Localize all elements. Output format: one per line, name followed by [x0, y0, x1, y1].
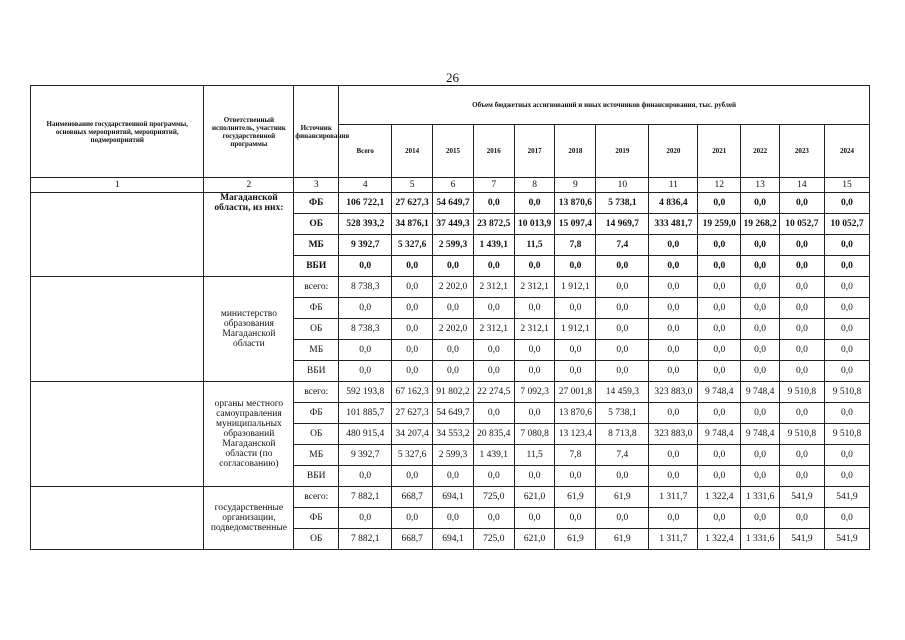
value-cell: 0,0	[649, 340, 698, 361]
value-cell: 0,0	[392, 340, 433, 361]
value-cell: 0,0	[741, 277, 780, 298]
value-cell: 1 311,7	[649, 529, 698, 550]
value-cell: 7 882,1	[339, 487, 392, 508]
funding-source-cell: ФБ	[294, 298, 339, 319]
value-cell: 9 748,4	[741, 382, 780, 403]
value-cell: 2 312,1	[473, 277, 514, 298]
column-number: 3	[294, 178, 339, 193]
funding-source-cell: всего:	[294, 487, 339, 508]
value-cell: 7 882,1	[339, 529, 392, 550]
value-cell: 7,4	[596, 445, 649, 466]
value-cell: 0,0	[698, 277, 741, 298]
table-row	[31, 193, 870, 214]
value-cell: 0,0	[779, 403, 824, 424]
value-cell: 0,0	[698, 361, 741, 382]
value-cell: 0,0	[698, 466, 741, 487]
column-number: 14	[779, 178, 824, 193]
header-year: 2020	[649, 125, 698, 178]
column-number: 6	[433, 178, 474, 193]
value-cell: 0,0	[741, 361, 780, 382]
header-year: 2023	[779, 125, 824, 178]
value-cell: 0,0	[555, 298, 596, 319]
value-cell: 0,0	[779, 445, 824, 466]
value-cell: 7,8	[555, 445, 596, 466]
funding-source-cell: ФБ	[294, 403, 339, 424]
value-cell: 14 969,7	[596, 214, 649, 235]
value-cell: 0,0	[514, 193, 555, 214]
column-number: 12	[698, 178, 741, 193]
header-year: 2016	[473, 125, 514, 178]
value-cell: 19 268,2	[741, 214, 780, 235]
value-cell: 0,0	[824, 193, 869, 214]
value-cell: 0,0	[779, 340, 824, 361]
value-cell: 0,0	[596, 340, 649, 361]
value-cell: 0,0	[779, 466, 824, 487]
value-cell: 0,0	[779, 277, 824, 298]
value-cell: 5 738,1	[596, 193, 649, 214]
value-cell: 11,5	[514, 445, 555, 466]
value-cell: 0,0	[339, 340, 392, 361]
value-cell: 0,0	[779, 361, 824, 382]
value-cell: 1 311,7	[649, 487, 698, 508]
value-cell: 2 312,1	[514, 319, 555, 340]
funding-source-cell: МБ	[294, 235, 339, 256]
value-cell: 592 193,8	[339, 382, 392, 403]
value-cell: 1 912,1	[555, 277, 596, 298]
value-cell: 0,0	[741, 256, 780, 277]
table-row	[31, 382, 870, 403]
value-cell: 0,0	[698, 256, 741, 277]
value-cell: 0,0	[339, 508, 392, 529]
value-cell: 0,0	[649, 319, 698, 340]
funding-source-cell: ОБ	[294, 529, 339, 550]
budget-table	[30, 85, 870, 550]
column-number: 11	[649, 178, 698, 193]
value-cell: 9 748,4	[698, 382, 741, 403]
value-cell: 0,0	[392, 256, 433, 277]
responsible-org-cell: Магаданской области, из них:	[204, 193, 294, 277]
value-cell: 5 327,6	[392, 235, 433, 256]
funding-source-cell: ВБИ	[294, 256, 339, 277]
value-cell: 8 713,8	[596, 424, 649, 445]
funding-source-cell: ВБИ	[294, 466, 339, 487]
header-total: Всего	[339, 125, 392, 178]
column-number: 7	[473, 178, 514, 193]
header-year: 2014	[392, 125, 433, 178]
column-number: 1	[31, 178, 204, 193]
value-cell: 37 449,3	[433, 214, 474, 235]
value-cell: 13 123,4	[555, 424, 596, 445]
value-cell: 1 322,4	[698, 529, 741, 550]
value-cell: 0,0	[596, 319, 649, 340]
value-cell: 54 649,7	[433, 193, 474, 214]
value-cell: 0,0	[824, 235, 869, 256]
value-cell: 27 001,8	[555, 382, 596, 403]
value-cell: 11,5	[514, 235, 555, 256]
column-number: 13	[741, 178, 780, 193]
value-cell: 34 876,1	[392, 214, 433, 235]
value-cell: 528 393,2	[339, 214, 392, 235]
value-cell: 0,0	[433, 298, 474, 319]
value-cell: 0,0	[596, 361, 649, 382]
value-cell: 0,0	[514, 508, 555, 529]
header-year: 2015	[433, 125, 474, 178]
funding-source-cell: ФБ	[294, 508, 339, 529]
value-cell: 0,0	[698, 193, 741, 214]
header-year: 2021	[698, 125, 741, 178]
value-cell: 2 202,0	[433, 319, 474, 340]
value-cell: 0,0	[433, 508, 474, 529]
value-cell: 0,0	[779, 193, 824, 214]
value-cell: 0,0	[824, 445, 869, 466]
value-cell: 0,0	[741, 466, 780, 487]
value-cell: 54 649,7	[433, 403, 474, 424]
value-cell: 0,0	[649, 445, 698, 466]
value-cell: 0,0	[473, 466, 514, 487]
value-cell: 19 259,0	[698, 214, 741, 235]
value-cell: 9 510,8	[824, 382, 869, 403]
value-cell: 2 599,3	[433, 445, 474, 466]
value-cell: 91 802,2	[433, 382, 474, 403]
value-cell: 0,0	[649, 466, 698, 487]
value-cell: 34 207,4	[392, 424, 433, 445]
column-number: 10	[596, 178, 649, 193]
responsible-org-cell: министерство образования Магаданской области	[204, 277, 294, 382]
value-cell: 0,0	[649, 298, 698, 319]
value-cell: 541,9	[824, 529, 869, 550]
value-cell: 8 738,3	[339, 277, 392, 298]
value-cell: 0,0	[392, 361, 433, 382]
value-cell: 0,0	[514, 361, 555, 382]
value-cell: 0,0	[392, 277, 433, 298]
funding-source-cell: МБ	[294, 340, 339, 361]
value-cell: 0,0	[473, 361, 514, 382]
value-cell: 9 392,7	[339, 445, 392, 466]
value-cell: 541,9	[779, 487, 824, 508]
value-cell: 725,0	[473, 529, 514, 550]
value-cell: 0,0	[392, 319, 433, 340]
value-cell: 7,8	[555, 235, 596, 256]
value-cell: 101 885,7	[339, 403, 392, 424]
value-cell: 0,0	[741, 403, 780, 424]
value-cell: 0,0	[698, 235, 741, 256]
header-responsible: Ответственный исполнитель, участник государственной программы	[204, 86, 294, 178]
value-cell: 0,0	[514, 403, 555, 424]
value-cell: 5 327,6	[392, 445, 433, 466]
value-cell: 0,0	[779, 508, 824, 529]
value-cell: 0,0	[555, 508, 596, 529]
value-cell: 61,9	[555, 529, 596, 550]
value-cell: 0,0	[698, 340, 741, 361]
value-cell: 0,0	[339, 298, 392, 319]
value-cell: 480 915,4	[339, 424, 392, 445]
program-name-cell	[31, 382, 204, 487]
value-cell: 0,0	[741, 319, 780, 340]
value-cell: 0,0	[649, 235, 698, 256]
value-cell: 0,0	[596, 298, 649, 319]
value-cell: 541,9	[779, 529, 824, 550]
table-row	[31, 277, 870, 298]
program-name-cell	[31, 277, 204, 382]
funding-source-cell: ОБ	[294, 214, 339, 235]
value-cell: 0,0	[433, 361, 474, 382]
value-cell: 34 553,2	[433, 424, 474, 445]
column-number: 2	[204, 178, 294, 193]
value-cell: 0,0	[473, 340, 514, 361]
value-cell: 541,9	[824, 487, 869, 508]
column-number: 9	[555, 178, 596, 193]
value-cell: 61,9	[555, 487, 596, 508]
value-cell: 7 080,8	[514, 424, 555, 445]
value-cell: 0,0	[514, 256, 555, 277]
value-cell: 0,0	[698, 508, 741, 529]
responsible-org-cell: государственные организации, подведомственные	[204, 487, 294, 550]
value-cell: 0,0	[824, 403, 869, 424]
value-cell: 0,0	[741, 508, 780, 529]
value-cell: 22 274,5	[473, 382, 514, 403]
column-number: 5	[392, 178, 433, 193]
value-cell: 0,0	[649, 361, 698, 382]
program-name-cell	[31, 487, 204, 550]
value-cell: 0,0	[698, 319, 741, 340]
program-name-cell	[31, 193, 204, 277]
value-cell: 14 459,3	[596, 382, 649, 403]
value-cell: 0,0	[339, 466, 392, 487]
value-cell: 27 627,3	[392, 403, 433, 424]
value-cell: 621,0	[514, 529, 555, 550]
value-cell: 0,0	[555, 340, 596, 361]
value-cell: 1 439,1	[473, 235, 514, 256]
value-cell: 0,0	[555, 466, 596, 487]
funding-source-cell: всего:	[294, 277, 339, 298]
value-cell: 668,7	[392, 487, 433, 508]
value-cell: 61,9	[596, 529, 649, 550]
value-cell: 9 510,8	[779, 424, 824, 445]
page-number: 26	[446, 70, 459, 85]
value-cell: 0,0	[824, 298, 869, 319]
value-cell: 0,0	[779, 235, 824, 256]
header-year: 2017	[514, 125, 555, 178]
value-cell: 0,0	[649, 403, 698, 424]
funding-source-cell: ОБ	[294, 319, 339, 340]
value-cell: 9 510,8	[824, 424, 869, 445]
value-cell: 2 202,0	[433, 277, 474, 298]
funding-source-cell: всего:	[294, 382, 339, 403]
value-cell: 0,0	[824, 319, 869, 340]
value-cell: 9 510,8	[779, 382, 824, 403]
value-cell: 20 835,4	[473, 424, 514, 445]
value-cell: 2 312,1	[473, 319, 514, 340]
value-cell: 694,1	[433, 529, 474, 550]
column-number: 4	[339, 178, 392, 193]
header-year: 2024	[824, 125, 869, 178]
value-cell: 0,0	[649, 256, 698, 277]
header-year: 2022	[741, 125, 780, 178]
value-cell: 323 883,0	[649, 382, 698, 403]
value-cell: 0,0	[824, 466, 869, 487]
value-cell: 0,0	[473, 193, 514, 214]
value-cell: 0,0	[339, 256, 392, 277]
value-cell: 0,0	[596, 277, 649, 298]
value-cell: 9 748,4	[741, 424, 780, 445]
column-number: 8	[514, 178, 555, 193]
header-name: Наименование государственной программы, основных мероприятий, мероприятий, подмероприятий	[31, 86, 204, 178]
value-cell: 0,0	[779, 298, 824, 319]
value-cell: 0,0	[649, 277, 698, 298]
funding-source-cell: ОБ	[294, 424, 339, 445]
value-cell: 13 870,6	[555, 403, 596, 424]
value-cell: 0,0	[779, 256, 824, 277]
value-cell: 8 738,3	[339, 319, 392, 340]
value-cell: 10 013,9	[514, 214, 555, 235]
value-cell: 0,0	[433, 466, 474, 487]
funding-source-cell: МБ	[294, 445, 339, 466]
table-row	[31, 487, 870, 508]
value-cell: 0,0	[473, 256, 514, 277]
value-cell: 0,0	[741, 445, 780, 466]
value-cell: 0,0	[392, 466, 433, 487]
value-cell: 0,0	[433, 256, 474, 277]
value-cell: 0,0	[555, 361, 596, 382]
header-year: 2019	[596, 125, 649, 178]
value-cell: 7 092,3	[514, 382, 555, 403]
value-cell: 0,0	[514, 466, 555, 487]
value-cell: 5 738,1	[596, 403, 649, 424]
value-cell: 0,0	[555, 256, 596, 277]
value-cell: 0,0	[741, 340, 780, 361]
value-cell: 13 870,6	[555, 193, 596, 214]
value-cell: 0,0	[741, 298, 780, 319]
funding-source-cell: ВБИ	[294, 361, 339, 382]
value-cell: 0,0	[649, 508, 698, 529]
value-cell: 1 912,1	[555, 319, 596, 340]
value-cell: 0,0	[779, 319, 824, 340]
value-cell: 15 097,4	[555, 214, 596, 235]
value-cell: 323 883,0	[649, 424, 698, 445]
funding-source-cell: ФБ	[294, 193, 339, 214]
table-body	[31, 193, 870, 550]
value-cell: 0,0	[824, 508, 869, 529]
value-cell: 0,0	[596, 256, 649, 277]
value-cell: 0,0	[698, 403, 741, 424]
value-cell: 0,0	[473, 298, 514, 319]
value-cell: 725,0	[473, 487, 514, 508]
value-cell: 27 627,3	[392, 193, 433, 214]
value-cell: 1 322,4	[698, 487, 741, 508]
value-cell: 0,0	[514, 298, 555, 319]
value-cell: 106 722,1	[339, 193, 392, 214]
value-cell: 0,0	[596, 508, 649, 529]
value-cell: 694,1	[433, 487, 474, 508]
value-cell: 668,7	[392, 529, 433, 550]
header-volume: Объем бюджетных ассигнований и иных источников финансирования, тыс. рублей	[339, 86, 870, 125]
value-cell: 0,0	[473, 508, 514, 529]
value-cell: 23 872,5	[473, 214, 514, 235]
header-source: Источник финансирования	[294, 86, 339, 178]
header-year: 2018	[555, 125, 596, 178]
value-cell: 0,0	[433, 340, 474, 361]
value-cell: 621,0	[514, 487, 555, 508]
responsible-org-cell: органы местного самоуправления муниципальных образований Магаданской области (по согласованию)	[204, 382, 294, 487]
value-cell: 9 748,4	[698, 424, 741, 445]
column-number: 15	[824, 178, 869, 193]
value-cell: 10 052,7	[824, 214, 869, 235]
value-cell: 0,0	[514, 340, 555, 361]
value-cell: 2 312,1	[514, 277, 555, 298]
value-cell: 0,0	[824, 256, 869, 277]
value-cell: 67 162,3	[392, 382, 433, 403]
value-cell: 0,0	[392, 298, 433, 319]
value-cell: 10 052,7	[779, 214, 824, 235]
value-cell: 61,9	[596, 487, 649, 508]
value-cell: 0,0	[473, 403, 514, 424]
value-cell: 0,0	[741, 235, 780, 256]
value-cell: 1 331,6	[741, 529, 780, 550]
value-cell: 4 836,4	[649, 193, 698, 214]
value-cell: 0,0	[824, 277, 869, 298]
value-cell: 1 439,1	[473, 445, 514, 466]
value-cell: 0,0	[824, 361, 869, 382]
value-cell: 0,0	[741, 193, 780, 214]
value-cell: 2 599,3	[433, 235, 474, 256]
value-cell: 7,4	[596, 235, 649, 256]
value-cell: 9 392,7	[339, 235, 392, 256]
value-cell: 0,0	[698, 298, 741, 319]
value-cell: 0,0	[596, 466, 649, 487]
value-cell: 0,0	[824, 340, 869, 361]
value-cell: 1 331,6	[741, 487, 780, 508]
value-cell: 0,0	[339, 361, 392, 382]
value-cell: 0,0	[698, 445, 741, 466]
value-cell: 0,0	[392, 508, 433, 529]
value-cell: 333 481,7	[649, 214, 698, 235]
